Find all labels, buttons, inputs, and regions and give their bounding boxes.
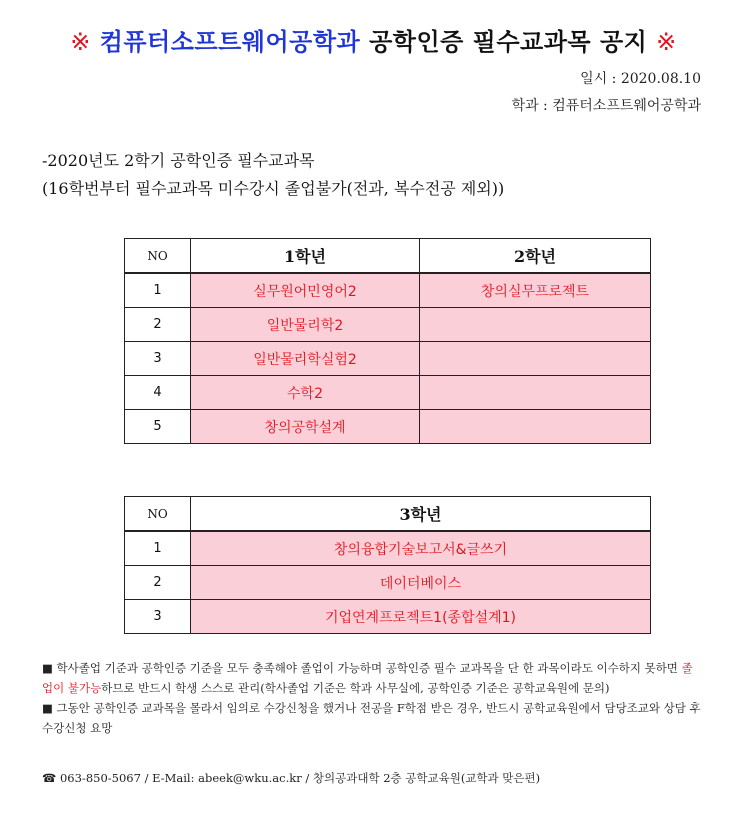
title-text: 공학인증 필수교과목 공지 [369,28,648,56]
note-text: ■ 학사졸업 기준과 공학인증 기준을 모두 충족해야 졸업이 가능하며 공학인증 필수 교과목을 단 한 과목이라도 이수하지 못하면 [42,661,682,675]
table-row [125,566,651,600]
notice-notes [42,658,702,738]
course-cell: 창의공학설계 [191,410,420,444]
department-name: 컴퓨터소프트웨어공학과 [99,28,361,56]
course-cell: 데이터베이스 [191,566,651,600]
course-cell: 일반물리학실험2 [191,342,420,376]
course-cell: 실무원어민영어2 [191,273,420,308]
course-cell: 창의실무프로젝트 [420,273,651,308]
notice-department: 학과 : 컴퓨터소프트웨어공학과 [511,98,701,114]
course-cell: 일반물리학2 [191,308,420,342]
row-number: 2 [125,308,191,342]
row-number: 5 [125,410,191,444]
column-header-no: NO [125,239,191,274]
row-number: 4 [125,376,191,410]
table-row [125,410,651,444]
course-cell: 수학2 [191,376,420,410]
table-row [125,600,651,634]
column-header-year3: 3학년 [191,497,651,532]
course-cell [420,342,651,376]
year1-year2-course-table [124,238,651,444]
table-header-row [125,239,651,274]
row-number: 3 [125,600,191,634]
year3-course-table [124,496,651,634]
row-number: 1 [125,273,191,308]
note-course-registration: ■ 그동안 공학인증 교과목을 몰라서 임의로 수강신청을 했거나 전공을 F학점 받은 경우, 반드시 공학교육원에서 담당조교와 상담 후 수강신청 요망 [42,701,701,735]
contact-text: 063-850-5067 / E-Mail: abeek@wku.ac.kr / 창의공과대학 2층 공학교육원(교학과 맞은편) [59,771,541,785]
table-row [125,308,651,342]
row-number: 3 [125,342,191,376]
contact-info [42,770,540,786]
table-row [125,376,651,410]
table-row [125,531,651,566]
row-number: 1 [125,531,191,566]
course-cell [420,376,651,410]
course-cell [420,410,651,444]
intro-line-1: -2020년도 2학기 공학인증 필수교과목 [42,151,315,170]
reference-mark-icon: ※ [656,28,677,56]
column-header-year2: 2학년 [420,239,651,274]
row-number: 2 [125,566,191,600]
note-warning-highlight: 졸업이 불가능 [42,661,693,695]
table-row [125,342,651,376]
note-graduation-requirement [42,658,702,698]
phone-icon: ☎ [42,771,57,785]
column-header-no: NO [125,497,191,532]
course-cell [420,308,651,342]
reference-mark-icon: ※ [70,28,91,56]
page-title [0,22,747,57]
table-row [125,273,651,308]
notice-date: 일시 : 2020.08.10 [580,71,701,87]
intro-line-2: (16학번부터 필수교과목 미수강시 졸업불가(전과, 복수전공 제외)) [42,179,505,198]
note-text: 하므로 반드시 학생 스스로 관리(학사졸업 기준은 학과 사무실에, 공학인증 기준은 공학교육원에 문의) [101,681,610,695]
column-header-year1: 1학년 [191,239,420,274]
table-header-row [125,497,651,532]
course-cell: 기업연계프로젝트1(종합설계1) [191,600,651,634]
course-cell: 창의융합기술보고서&글쓰기 [191,531,651,566]
